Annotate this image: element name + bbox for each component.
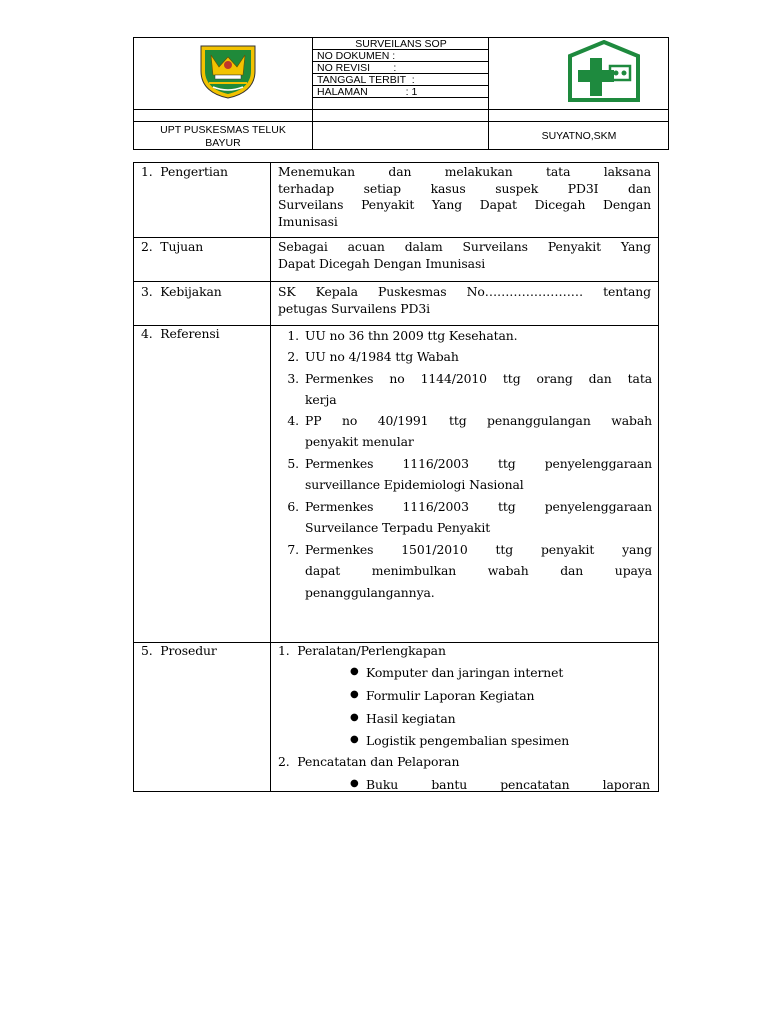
referensi-list	[275, 325, 652, 615]
pengertian-line: Imunisasi	[278, 213, 338, 229]
bullet-text: Hasil kegiatan	[366, 711, 456, 726]
list-number: 1.	[287, 328, 299, 343]
kebijakan-line: petugas Survailens PD3i	[278, 300, 430, 316]
list-text: Permenkes no 1144/2010 ttg orang dan tata	[305, 371, 652, 386]
header-title: SURVEILANS SOP	[355, 38, 447, 50]
prosedur-sub2: 2. Pencatatan dan Pelaporan	[278, 754, 460, 769]
bullet-text: Formulir Laporan Kegiatan	[366, 688, 535, 703]
pengertian-line: terhadap setiap kasus suspek PD3I dan	[278, 180, 651, 196]
halaman: HALAMAN : 1	[317, 86, 418, 98]
list-number: 7.	[287, 542, 299, 557]
no-dokumen: NO DOKUMEN :	[317, 50, 396, 62]
list-text: Permenkes 1116/2003 ttg penyelenggaraan	[305, 456, 652, 471]
list-number: 3.	[287, 371, 299, 386]
prosedur-label: 5. Prosedur	[141, 643, 217, 658]
no-revisi: NO REVISI :	[317, 62, 397, 74]
regional-emblem-icon	[197, 43, 259, 99]
unit-name	[134, 124, 312, 149]
prosedur-bullets2	[350, 777, 652, 794]
list-text: penyakit menular	[305, 434, 414, 449]
list-number: 4.	[287, 413, 299, 428]
list-text: surveillance Epidemiologi Nasional	[305, 477, 524, 492]
list-number: 5.	[287, 456, 299, 471]
list-number: 6.	[287, 499, 299, 514]
list-text: penanggulangannya.	[305, 585, 435, 600]
list-text: UU no 36 thn 2009 ttg Kesehatan.	[305, 328, 518, 343]
list-text: Permenkes 1501/2010 ttg penyakit yang	[305, 542, 652, 557]
bullet-icon: ●	[350, 712, 359, 723]
bullet-text: Komputer dan jaringan internet	[366, 665, 564, 680]
referensi-label: 4. Referensi	[141, 326, 220, 341]
bullet-icon: ●	[350, 734, 359, 745]
pengertian-line: Surveilans Penyakit Yang Dapat Dicegah Dengan	[278, 197, 651, 212]
kebijakan-line: SK Kepala Puskesmas No…………………… tentang	[278, 284, 651, 299]
list-text: PP no 40/1991 ttg penanggulangan wabah	[305, 413, 652, 428]
prosedur-sub1: 1. Peralatan/Perlengkapan	[278, 643, 446, 658]
kebijakan-content	[278, 284, 651, 317]
pengertian-line: Menemukan dan melakukan tata laksana	[278, 164, 651, 179]
tujuan-content	[278, 239, 651, 272]
tanggal-terbit: TANGGAL TERBIT :	[317, 74, 415, 86]
bullet-icon: ●	[350, 666, 359, 677]
pengertian-label: 1. Pengertian	[141, 164, 228, 179]
unit-name-line2: BAYUR	[205, 136, 241, 149]
tujuan-line: Sebagai acuan dalam Surveilans Penyakit Yang	[278, 239, 651, 254]
list-text: UU no 4/1984 ttg Wabah	[305, 349, 459, 364]
bullet-icon: ●	[350, 778, 359, 789]
list-text: Permenkes 1116/2003 ttg penyelenggaraan	[305, 499, 652, 514]
list-number: 2.	[287, 349, 299, 364]
tujuan-label: 2. Tujuan	[141, 239, 204, 254]
bullet-text: Buku bantu pencatatan laporan	[366, 777, 650, 792]
pengertian-content	[278, 164, 651, 230]
list-text: kerja	[305, 392, 337, 407]
tujuan-line: Dapat Dicegah Dengan Imunisasi	[278, 255, 486, 271]
kebijakan-label: 3. Kebijakan	[141, 284, 222, 299]
bullet-text: Logistik pengembalian spesimen	[366, 733, 570, 748]
list-text: dapat menimbulkan wabah dan upaya	[305, 563, 652, 578]
kepala-name: SUYATNO,SKM	[541, 130, 617, 142]
list-text: Surveilance Terpadu Penyakit	[305, 520, 491, 535]
bullet-icon: ●	[350, 689, 359, 700]
unit-name-line1: UPT PUSKESMAS TELUK	[160, 124, 286, 136]
puskesmas-cross-icon	[566, 40, 642, 104]
